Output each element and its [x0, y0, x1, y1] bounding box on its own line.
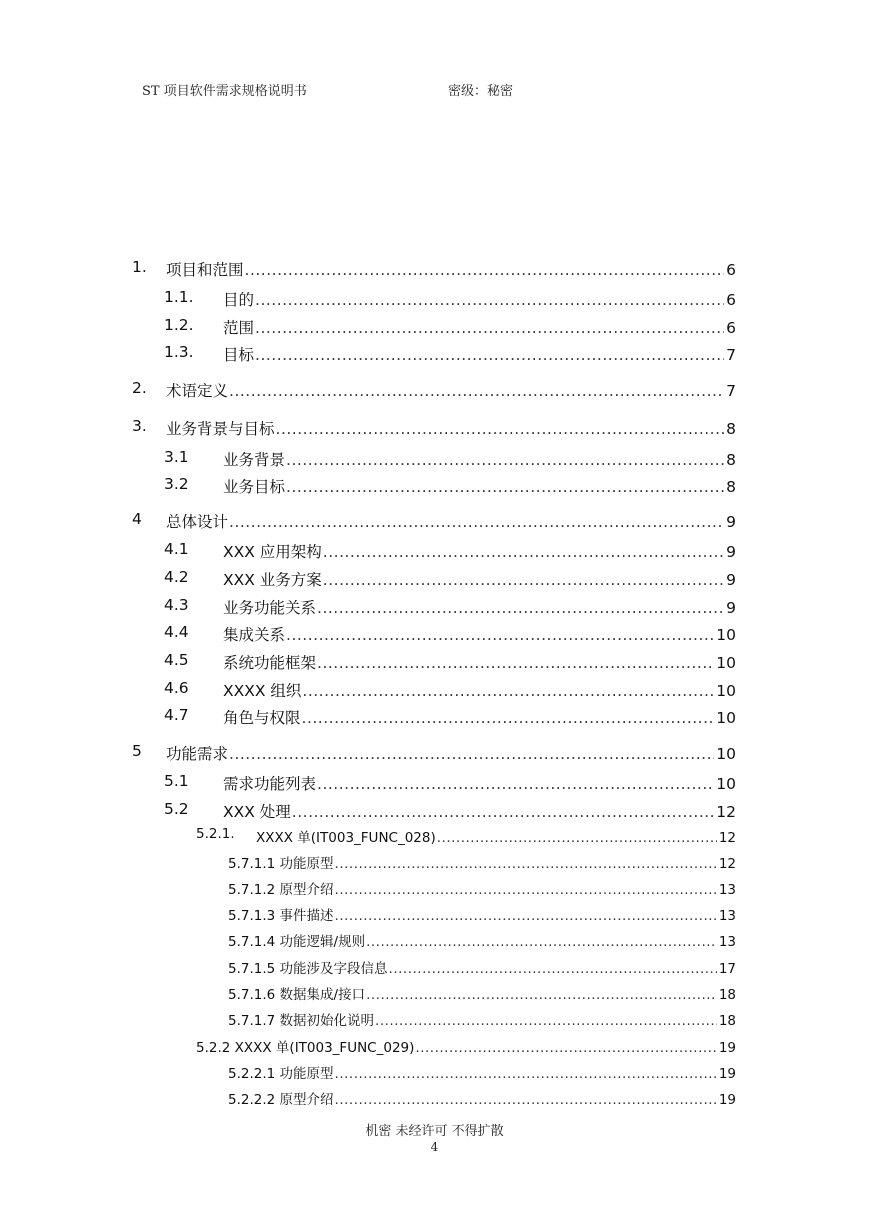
toc-dot-leader — [255, 319, 724, 337]
toc-entry-number: 1. — [132, 258, 147, 276]
toc-dot-leader — [245, 261, 725, 279]
toc-entry-title: XXX 处理 — [223, 803, 291, 821]
toc-entry-title: 5.7.1.2 原型介绍 — [228, 882, 334, 898]
toc-entry-title: 范围 — [223, 319, 255, 337]
toc-entry-page: 10 — [716, 626, 736, 644]
toc-entry[interactable] — [0, 930, 869, 952]
toc-dot-leader — [335, 1066, 717, 1082]
toc-entry-page: 13 — [718, 934, 736, 950]
toc-entry[interactable] — [0, 540, 869, 562]
toc-entry[interactable] — [0, 343, 869, 365]
toc-entry-page: 17 — [718, 961, 736, 977]
toc-dot-leader — [415, 1040, 716, 1056]
toc-entry-number: 5 — [132, 742, 142, 760]
toc-entry-page: 9 — [726, 599, 736, 617]
toc-entry-page: 8 — [726, 478, 736, 496]
toc-dot-leader — [317, 775, 714, 793]
toc-entry-title: XXX 业务方案 — [223, 571, 322, 589]
toc-entry-title: XXXX 组织 — [223, 682, 302, 700]
toc-entry-page: 10 — [716, 654, 736, 672]
toc-entry-title: 集成关系 — [223, 626, 286, 644]
toc-entry-number: 5.2.1. — [196, 826, 235, 842]
toc-entry[interactable] — [0, 623, 869, 645]
toc-entry-page: 9 — [726, 513, 736, 531]
toc-entry[interactable] — [0, 417, 869, 439]
toc-entry-number: 5.1 — [164, 772, 189, 790]
toc-entry-title: 5.7.1.5 功能涉及字段信息 — [228, 961, 388, 977]
toc-entry[interactable] — [0, 852, 869, 874]
toc-entry[interactable] — [0, 1036, 869, 1058]
toc-dot-leader — [286, 451, 724, 469]
toc-entry-page: 18 — [718, 987, 736, 1003]
toc-dot-leader — [335, 856, 717, 872]
toc-entry-number: 4.6 — [164, 679, 189, 697]
toc-entry[interactable] — [0, 983, 869, 1005]
toc-entry-title: 角色与权限 — [223, 709, 301, 727]
toc-entry[interactable] — [0, 904, 869, 926]
toc-entry-page: 8 — [726, 451, 736, 469]
toc-entry-title: 术语定义 — [166, 382, 229, 400]
toc-entry-number: 4.5 — [164, 651, 189, 669]
toc-entry[interactable] — [0, 475, 869, 497]
toc-entry-title: XXXX 单(IT003_FUNC_028) — [256, 830, 436, 846]
toc-dot-leader — [389, 961, 717, 977]
toc-entry-number: 2. — [132, 379, 147, 397]
toc-dot-leader — [229, 745, 714, 763]
toc-entry-number: 3.2 — [164, 475, 189, 493]
toc-entry-page: 9 — [726, 571, 736, 589]
toc-entry-title: 目标 — [223, 346, 255, 364]
toc-dot-leader — [229, 513, 724, 531]
footer-confidential-note: 机密 未经许可 不得扩散 — [365, 1124, 504, 1139]
toc-dot-leader — [255, 291, 724, 309]
toc-entry[interactable] — [0, 1088, 869, 1110]
toc-entry[interactable] — [0, 316, 869, 338]
toc-entry[interactable] — [0, 288, 869, 310]
toc-dot-leader — [276, 420, 725, 438]
toc-entry-page: 19 — [718, 1040, 736, 1056]
toc-entry-page: 12 — [718, 830, 736, 846]
toc-entry-title: 5.7.1.7 数据初始化说明 — [228, 1013, 375, 1029]
toc-entry-number: 4.1 — [164, 540, 189, 558]
toc-entry-number: 4.7 — [164, 706, 189, 724]
toc-entry-number: 1.3. — [164, 343, 194, 361]
header-document-title: ST 项目软件需求规格说明书 — [142, 84, 307, 99]
toc-entry-page: 10 — [716, 775, 736, 793]
toc-entry-page: 19 — [718, 1066, 736, 1082]
toc-entry-title: 5.7.1.6 数据集成/接口 — [228, 987, 366, 1003]
toc-entry-page: 10 — [716, 709, 736, 727]
toc-dot-leader — [366, 987, 717, 1003]
toc-entry-number: 5.2 — [164, 800, 189, 818]
toc-entry-title: 业务功能关系 — [223, 599, 317, 617]
toc-entry[interactable] — [0, 258, 869, 280]
toc-entry-title: 功能需求 — [166, 745, 229, 763]
toc-entry-page: 10 — [716, 682, 736, 700]
toc-entry-number: 4.4 — [164, 623, 189, 641]
toc-entry-title: 5.7.1.4 功能逻辑/规则 — [228, 934, 366, 950]
toc-dot-leader — [437, 830, 717, 846]
toc-dot-leader — [335, 908, 717, 924]
toc-entry-page: 9 — [726, 543, 736, 561]
toc-dot-leader — [335, 882, 717, 898]
toc-entry-number: 4.2 — [164, 568, 189, 586]
toc-dot-leader — [323, 571, 724, 589]
toc-dot-leader — [255, 346, 724, 364]
toc-entry-page: 6 — [726, 261, 736, 279]
toc-entry[interactable] — [0, 706, 869, 728]
toc-entry-number: 3.1 — [164, 448, 189, 466]
toc-entry-title: 需求功能列表 — [223, 775, 317, 793]
toc-dot-leader — [302, 709, 715, 727]
toc-entry-title: 总体设计 — [166, 513, 229, 531]
footer-page-number: 4 — [430, 1140, 439, 1154]
toc-entry[interactable] — [0, 878, 869, 900]
toc-entry-page: 19 — [718, 1092, 736, 1108]
toc-entry[interactable] — [0, 448, 869, 470]
toc-entry-page: 13 — [718, 908, 736, 924]
toc-entry-title: 业务背景 — [223, 451, 286, 469]
toc-entry[interactable] — [0, 510, 869, 532]
toc-dot-leader — [317, 654, 714, 672]
toc-entry[interactable] — [0, 651, 869, 673]
toc-entry[interactable] — [0, 1009, 869, 1031]
toc-entry-number: 3. — [132, 417, 147, 435]
toc-entry-title: 5.2.2.1 功能原型 — [228, 1066, 334, 1082]
toc-entry-title: 系统功能框架 — [223, 654, 317, 672]
toc-entry[interactable] — [0, 742, 869, 764]
toc-entry[interactable] — [0, 957, 869, 979]
toc-entry-title: 5.7.1.3 事件描述 — [228, 908, 334, 924]
toc-entry-page: 18 — [718, 1013, 736, 1029]
toc-entry[interactable] — [0, 679, 869, 701]
toc-entry[interactable] — [0, 772, 869, 794]
header-classification: 密级：秘密 — [448, 84, 514, 99]
toc-entry-title: 业务背景与目标 — [166, 420, 275, 438]
toc-entry-number: 1.1. — [164, 288, 194, 306]
toc-entry-page: 8 — [726, 420, 736, 438]
toc-entry-page: 7 — [726, 382, 736, 400]
toc-dot-leader — [286, 478, 724, 496]
toc-entry-page: 12 — [718, 856, 736, 872]
toc-dot-leader — [323, 543, 724, 561]
toc-dot-leader — [229, 382, 724, 400]
toc-entry-page: 6 — [726, 291, 736, 309]
toc-entry[interactable] — [0, 800, 869, 822]
toc-entry-title: 目的 — [223, 291, 255, 309]
toc-entry-title: 项目和范围 — [166, 261, 244, 279]
toc-dot-leader — [375, 1013, 717, 1029]
toc-dot-leader — [366, 934, 717, 950]
toc-entry-number: 4.3 — [164, 596, 189, 614]
toc-dot-leader — [302, 682, 714, 700]
toc-dot-leader — [286, 626, 714, 644]
toc-entry[interactable] — [0, 1062, 869, 1084]
toc-entry-title: 5.2.2 XXXX 单(IT003_FUNC_029) — [196, 1040, 415, 1056]
toc-entry-page: 6 — [726, 319, 736, 337]
toc-entry-title: 业务目标 — [223, 478, 286, 496]
toc-entry-number: 4 — [132, 510, 142, 528]
toc-dot-leader — [335, 1092, 717, 1108]
toc-dot-leader — [292, 803, 714, 821]
toc-entry[interactable] — [0, 568, 869, 590]
toc-entry[interactable] — [0, 826, 869, 848]
toc-entry-page: 10 — [716, 745, 736, 763]
toc-entry-number: 1.2. — [164, 316, 194, 334]
toc-entry-title: 5.7.1.1 功能原型 — [228, 856, 334, 872]
toc-entry[interactable] — [0, 596, 869, 618]
toc-entry-page: 12 — [716, 803, 736, 821]
toc-entry-page: 13 — [718, 882, 736, 898]
toc-entry-title: 5.2.2.2 原型介绍 — [228, 1092, 334, 1108]
toc-entry[interactable] — [0, 379, 869, 401]
toc-entry-page: 7 — [726, 346, 736, 364]
toc-entry-title: XXX 应用架构 — [223, 543, 322, 561]
toc-dot-leader — [317, 599, 724, 617]
